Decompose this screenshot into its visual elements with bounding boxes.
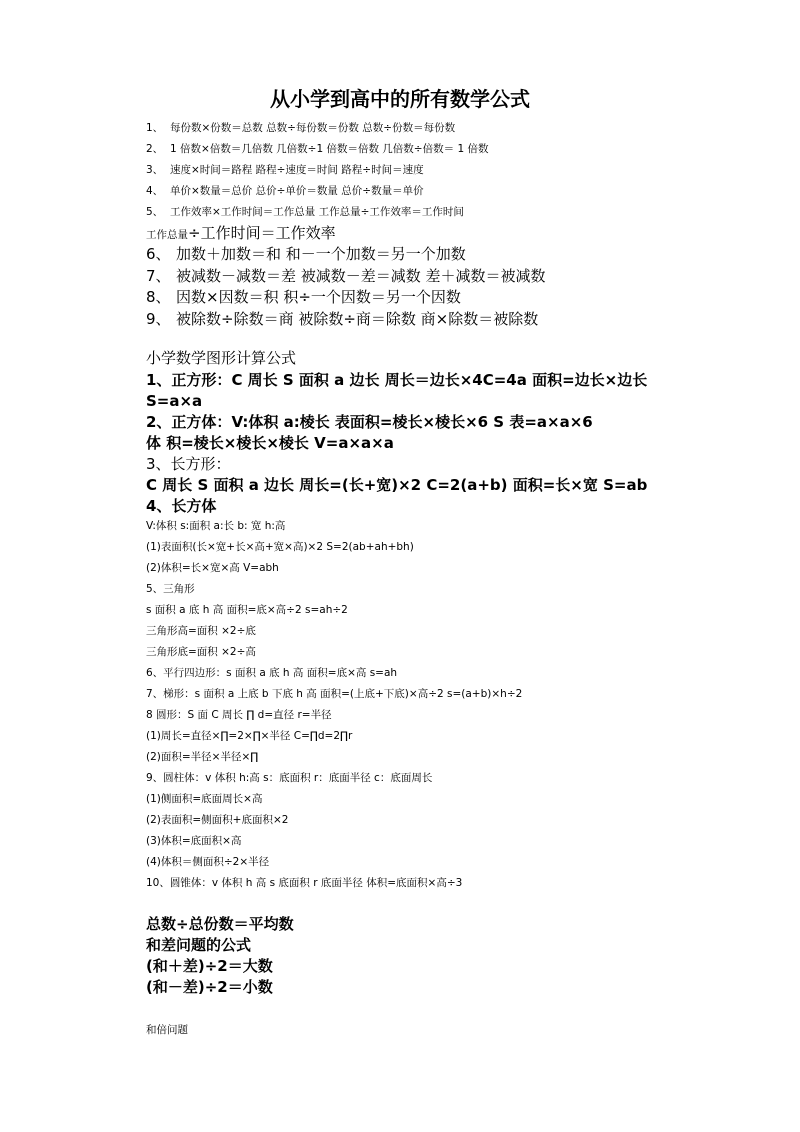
formula-line: 4、 单价×数量＝总价 总价÷单价＝数量 总价÷数量＝单价	[146, 185, 424, 197]
average-section	[146, 914, 746, 998]
average-line: 总数÷总份数＝平均数	[146, 915, 294, 933]
formula-line: 工作总量÷工作时间＝工作效率	[146, 224, 336, 242]
formula-line: 1、 每份数×份数＝总数 总数÷每份数＝份数 总数÷份数＝每份数	[146, 122, 456, 134]
detail-line: (3)体积=底面积×高	[146, 835, 242, 847]
detail-line: 5、三角形	[146, 583, 195, 595]
geometry-line: S=a×a	[146, 391, 203, 410]
formula-line: 5、 工作效率×工作时间＝工作总量 工作总量÷工作效率＝工作时间	[146, 206, 464, 218]
detail-line: 6、平行四边形：s 面积 a 底 h 高 面积=底×高 s=ah	[146, 667, 398, 679]
formula-line: 3、 速度×时间＝路程 路程÷速度＝时间 路程÷时间＝速度	[146, 164, 424, 176]
formula-line: 6、 加数＋加数＝和 和－一个加数＝另一个加数	[146, 245, 466, 263]
he-bei-section	[146, 1020, 746, 1041]
detail-line: (2)体积=长×宽×高 V=abh	[146, 562, 279, 574]
detail-line: (1)周长=直径×∏=2×∏×半径 C=∏d=2∏r	[146, 730, 353, 742]
detail-line: s 面积 a 底 h 高 面积=底×高÷2 s=ah÷2	[146, 604, 348, 616]
geometry-section	[146, 348, 746, 517]
page-title: 从小学到高中的所有数学公式	[270, 87, 530, 111]
detail-line: (1)侧面积=底面周长×高	[146, 793, 263, 805]
average-line: (和－差)÷2＝小数	[146, 978, 273, 996]
formula-line: 9、 被除数÷除数＝商 被除数÷商＝除数 商×除数＝被除数	[146, 309, 539, 328]
detail-line: 三角形高=面积 ×2÷底	[146, 625, 256, 637]
basic-formulas-large	[146, 244, 746, 330]
geometry-details	[146, 516, 746, 894]
formula-line: 8、 因数×因数＝积 积÷一个因数＝另一个因数	[146, 288, 461, 306]
geometry-line: 1、正方形：C 周长 S 面积 a 边长 周长＝边长×4C=4a 面积=边长×边长	[146, 370, 648, 389]
geometry-line: 4、长方体	[146, 497, 217, 515]
formula-line: 2、 1 倍数×倍数＝几倍数 几倍数÷1 倍数＝倍数 几倍数÷倍数＝ 1 倍数	[146, 143, 489, 155]
detail-line: 10、圆锥体：v 体积 h 高 s 底面积 r 底面半径 体积=底面积×高÷3	[146, 877, 463, 889]
average-line: (和＋差)÷2＝大数	[146, 957, 273, 975]
formula-line-5b	[146, 223, 746, 245]
detail-line: (2)表面积=侧面积+底面积×2	[146, 814, 289, 826]
section-heading: 和倍问题	[146, 1024, 188, 1036]
geometry-line: 3、长方形：	[146, 454, 231, 473]
detail-line: (2)面积=半径×半径×∏	[146, 751, 259, 763]
basic-formulas-small	[146, 118, 746, 223]
detail-line: 9、圆柱体：v 体积 h:高 s：底面积 r：底面半径 c：底面周长	[146, 772, 433, 784]
detail-line: 8 圆形：S 面 C 周长 ∏ d=直径 r=半径	[146, 709, 332, 721]
section-heading: 小学数学图形计算公式	[146, 349, 297, 367]
geometry-line: 体 积=棱长×棱长×棱长 V=a×a×a	[146, 433, 394, 452]
detail-line: (1)表面积(长×宽+长×高+宽×高)×2 S=2(ab+ah+bh)	[146, 541, 414, 553]
detail-line: 7、梯形：s 面积 a 上底 b 下底 h 高 面积=(上底+下底)×高÷2 s=(a+b)×h÷2	[146, 688, 523, 700]
geometry-line: 2、正方体：V:体积 a:棱长 表面积=棱长×棱长×6 S 表=a×a×6	[146, 412, 593, 431]
average-line: 和差问题的公式	[146, 936, 252, 954]
detail-line: 三角形底=面积 ×2÷高	[146, 646, 256, 658]
detail-line: V:体积 s:面积 a:长 b: 宽 h:高	[146, 520, 286, 532]
geometry-line: C 周长 S 面积 a 边长 周长=(长+宽)×2 C=2(a+b) 面积=长×宽 S=ab	[146, 476, 648, 494]
detail-line: (4)体积＝侧面积÷2×半径	[146, 856, 270, 868]
formula-line: 7、 被减数－减数＝差 被减数－差＝减数 差＋减数＝被减数	[146, 266, 546, 285]
